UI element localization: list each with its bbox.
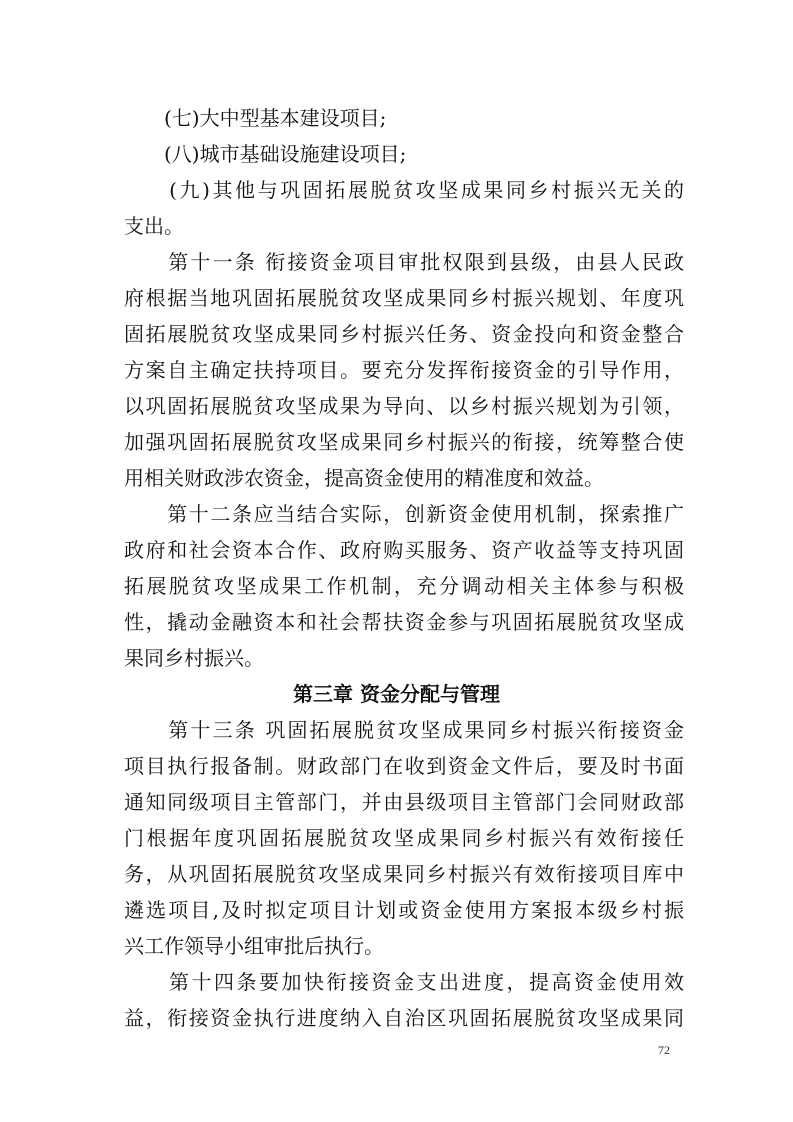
text-line: 门根据年度巩固拓展脱贫攻坚成果同乡村振兴有效衔接任 <box>124 826 684 850</box>
text-line: 支出。 <box>124 214 184 238</box>
text-line: 第十一条 衔接资金项目审批权限到县级，由县人民政 <box>124 250 684 274</box>
text-line: 果同乡村振兴。 <box>124 646 264 670</box>
text-line: 兴工作领导小组审批后执行。 <box>124 934 384 958</box>
text-line: 务，从巩固拓展脱贫攻坚成果同乡村振兴有效衔接项目库中 <box>124 862 684 886</box>
text-line: (八)城市基础设施建设项目; <box>124 142 407 166</box>
text-line: 以巩固拓展脱贫攻坚成果为导向、以乡村振兴规划为引领， <box>124 394 684 418</box>
text-line: 府根据当地巩固拓展脱贫攻坚成果同乡村振兴规划、年度巩 <box>124 286 684 310</box>
text-line: 性，撬动金融资本和社会帮扶资金参与巩固拓展脱贫攻坚成 <box>124 610 684 634</box>
text-line: 通知同级项目主管部门，并由县级项目主管部门会同财政部 <box>124 790 684 814</box>
text-line: 方案自主确定扶持项目。要充分发挥衔接资金的引导作用， <box>124 358 684 382</box>
text-line: 第十三条 巩固拓展脱贫攻坚成果同乡村振兴衔接资金 <box>124 718 684 742</box>
page-number: 72 <box>658 1043 670 1057</box>
text-line: 政府和社会资本合作、政府购买服务、资产收益等支持巩固 <box>124 538 684 562</box>
text-line: 用相关财政涉农资金，提高资金使用的精准度和效益。 <box>124 466 604 490</box>
text-line: 固拓展脱贫攻坚成果同乡村振兴任务、资金投向和资金整合 <box>124 322 684 346</box>
text-line: (九)其他与巩固拓展脱贫攻坚成果同乡村振兴无关的 <box>124 178 684 202</box>
text-line: 遴选项目,及时拟定项目计划或资金使用方案报本级乡村振 <box>124 898 684 922</box>
text-line: 第十四条要加快衔接资金支出进度，提高资金使用效 <box>124 970 684 994</box>
chapter-heading: 第三章 资金分配与管理 <box>293 682 500 706</box>
text-line: 益，衔接资金执行进度纳入自治区巩固拓展脱贫攻坚成果同 <box>124 1006 684 1030</box>
text-line: 加强巩固拓展脱贫攻坚成果同乡村振兴的衔接，统筹整合使 <box>124 430 684 454</box>
text-line: (七)大中型基本建设项目; <box>124 106 387 130</box>
text-line: 拓展脱贫攻坚成果工作机制，充分调动相关主体参与积极 <box>124 574 684 598</box>
text-line: 项目执行报备制。财政部门在收到资金文件后，要及时书面 <box>124 754 684 778</box>
text-line: 第十二条应当结合实际，创新资金使用机制，探索推广 <box>124 502 684 526</box>
